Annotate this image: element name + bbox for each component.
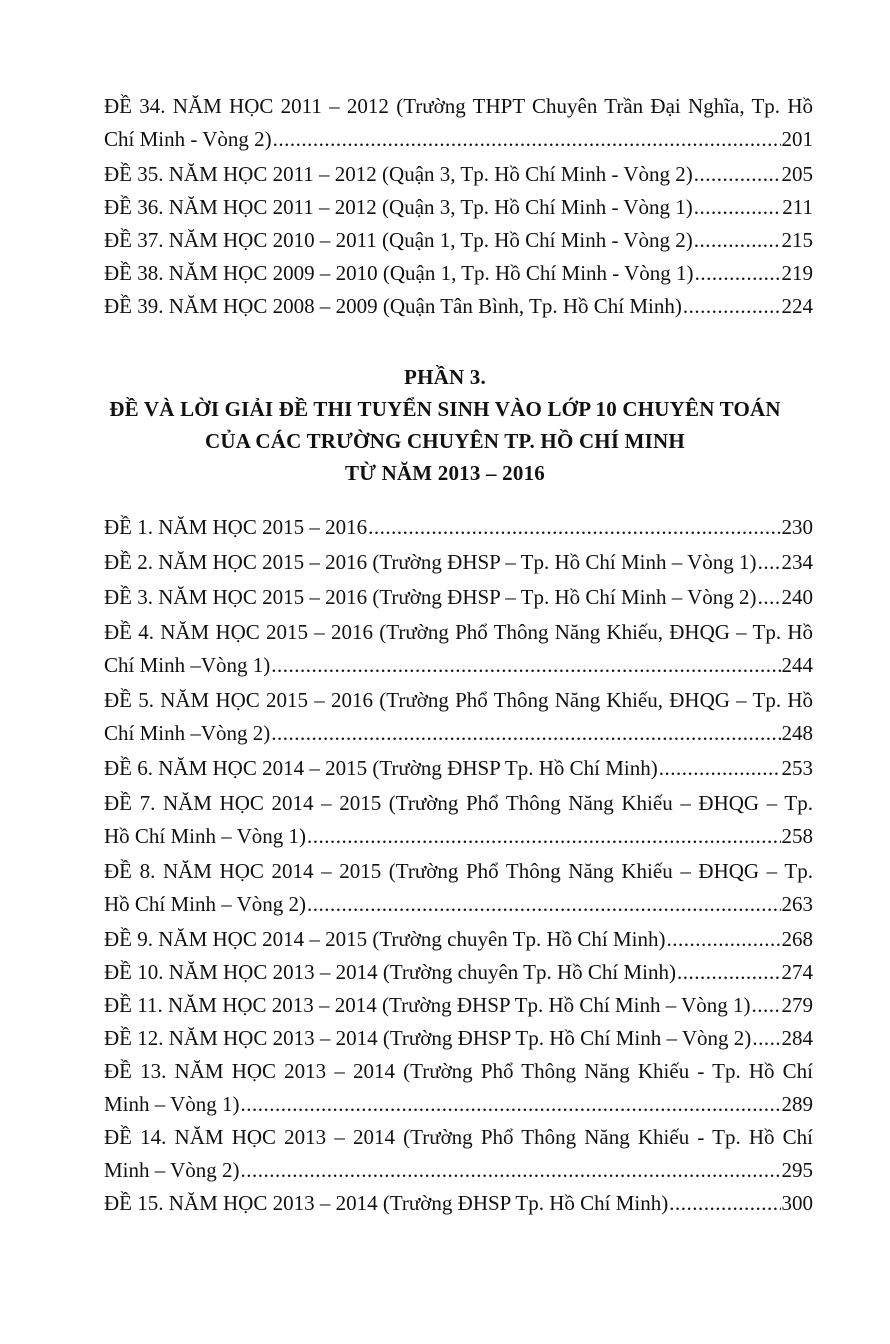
dot-leader bbox=[273, 123, 781, 156]
dot-leader bbox=[695, 257, 781, 290]
toc-entry-page-number: 219 bbox=[781, 261, 813, 285]
toc-entry-page-number: 263 bbox=[781, 892, 813, 916]
dot-leader bbox=[241, 1154, 781, 1187]
dot-leader bbox=[694, 224, 781, 257]
toc-entry-page-number: 268 bbox=[781, 927, 813, 951]
toc-entry[interactable] bbox=[104, 684, 813, 750]
toc-entry-page-number: 258 bbox=[781, 824, 813, 848]
toc-entry-title: ĐỀ 15. NĂM HỌC 2013 – 2014 (Trường ĐHSP Tp. Hồ Chí Minh) bbox=[104, 1191, 669, 1215]
dot-leader bbox=[694, 158, 781, 191]
toc-entry-title-line2: Chí Minh –Vòng 2) bbox=[104, 721, 271, 745]
dot-leader bbox=[659, 752, 781, 785]
toc-entry[interactable] bbox=[104, 956, 813, 989]
toc-entry[interactable] bbox=[104, 787, 813, 853]
toc-entry-title: ĐỀ 38. NĂM HỌC 2009 – 2010 (Quận 1, Tp. Hồ Chí Minh - Vòng 1) bbox=[104, 261, 694, 285]
toc-entry-title-line1: ĐỀ 14. NĂM HỌC 2013 – 2014 (Trường Phổ Thông Năng Khiếu - Tp. Hồ Chí bbox=[104, 1125, 813, 1149]
toc-entry-page-number: 274 bbox=[781, 960, 813, 984]
toc-entry-page-number: 211 bbox=[782, 195, 813, 219]
section-title-line3: TỪ NĂM 2013 – 2016 bbox=[345, 461, 545, 485]
dot-leader bbox=[667, 923, 781, 956]
toc-entry[interactable] bbox=[104, 224, 813, 257]
toc-entry-page-number: 234 bbox=[781, 550, 813, 574]
section-title-line1: ĐỀ VÀ LỜI GIẢI ĐỀ THI TUYỂN SINH VÀO LỚP 10 CHUYÊN TOÁN bbox=[109, 397, 781, 421]
toc-entry[interactable] bbox=[104, 752, 813, 785]
section-title-line2: CỦA CÁC TRƯỜNG CHUYÊN TP. HỒ CHÍ MINH bbox=[205, 429, 685, 453]
toc-entry[interactable] bbox=[104, 546, 813, 579]
toc-entry-title-line2: Minh – Vòng 2) bbox=[104, 1158, 240, 1182]
toc-entry[interactable] bbox=[104, 1022, 813, 1055]
section-heading bbox=[0, 361, 890, 489]
toc-entry[interactable] bbox=[104, 1187, 813, 1220]
toc-entry-title: ĐỀ 10. NĂM HỌC 2013 – 2014 (Trường chuyên Tp. Hồ Chí Minh) bbox=[104, 960, 676, 984]
toc-entry-title-line1: ĐỀ 8. NĂM HỌC 2014 – 2015 (Trường Phổ Thông Năng Khiếu – ĐHQG – Tp. bbox=[104, 859, 813, 883]
dot-leader bbox=[758, 546, 781, 579]
toc-entry[interactable] bbox=[104, 191, 813, 224]
dot-leader bbox=[271, 649, 780, 682]
toc-entry-title-line2: Minh – Vòng 1) bbox=[104, 1092, 240, 1116]
toc-entry-title: ĐỀ 36. NĂM HỌC 2011 – 2012 (Quận 3, Tp. Hồ Chí Minh - Vòng 1) bbox=[104, 195, 693, 219]
toc-entry-title: ĐỀ 11. NĂM HỌC 2013 – 2014 (Trường ĐHSP Tp. Hồ Chí Minh – Vòng 1) bbox=[104, 993, 751, 1017]
toc-entry[interactable] bbox=[104, 257, 813, 290]
toc-entry-page-number: 295 bbox=[781, 1158, 813, 1182]
toc-entry-title-line1: ĐỀ 13. NĂM HỌC 2013 – 2014 (Trường Phổ Thông Năng Khiếu - Tp. Hồ Chí bbox=[104, 1059, 813, 1083]
dot-leader bbox=[368, 511, 780, 544]
dot-leader bbox=[694, 191, 781, 224]
dot-leader bbox=[307, 820, 780, 853]
toc-entry-page-number: 284 bbox=[781, 1026, 813, 1050]
toc-entry-title: ĐỀ 6. NĂM HỌC 2014 – 2015 (Trường ĐHSP Tp. Hồ Chí Minh) bbox=[104, 756, 658, 780]
toc-list-bottom bbox=[104, 511, 813, 1220]
dot-leader bbox=[683, 290, 781, 323]
dot-leader bbox=[752, 1022, 780, 1055]
toc-entry-page-number: 248 bbox=[781, 721, 813, 745]
toc-entry-title: ĐỀ 9. NĂM HỌC 2014 – 2015 (Trường chuyên Tp. Hồ Chí Minh) bbox=[104, 927, 666, 951]
toc-entry-page-number: 205 bbox=[781, 162, 813, 186]
toc-entry-page-number: 224 bbox=[781, 294, 813, 318]
toc-entry-title-line1: ĐỀ 34. NĂM HỌC 2011 – 2012 (Trường THPT Chuyên Trần Đại Nghĩa, Tp. Hồ bbox=[104, 94, 813, 118]
toc-entry[interactable] bbox=[104, 616, 813, 682]
toc-entry[interactable] bbox=[104, 923, 813, 956]
toc-entry[interactable] bbox=[104, 290, 813, 323]
dot-leader bbox=[307, 888, 780, 921]
toc-entry-title: ĐỀ 35. NĂM HỌC 2011 – 2012 (Quận 3, Tp. Hồ Chí Minh - Vòng 2) bbox=[104, 162, 693, 186]
toc-entry-title: ĐỀ 12. NĂM HỌC 2013 – 2014 (Trường ĐHSP Tp. Hồ Chí Minh – Vòng 2) bbox=[104, 1026, 752, 1050]
toc-entry-title: ĐỀ 37. NĂM HỌC 2010 – 2011 (Quận 1, Tp. Hồ Chí Minh - Vòng 2) bbox=[104, 228, 693, 252]
dot-leader bbox=[669, 1187, 780, 1220]
toc-entry[interactable] bbox=[104, 158, 813, 191]
toc-entry-page-number: 289 bbox=[781, 1092, 813, 1116]
dot-leader bbox=[241, 1088, 781, 1121]
toc-entry-title: ĐỀ 39. NĂM HỌC 2008 – 2009 (Quận Tân Bình, Tp. Hồ Chí Minh) bbox=[104, 294, 682, 318]
dot-leader bbox=[752, 989, 781, 1022]
toc-entry-title-line2: Chí Minh –Vòng 1) bbox=[104, 653, 271, 677]
toc-entry-page-number: 253 bbox=[781, 756, 813, 780]
toc-entry-title-line2: Hồ Chí Minh – Vòng 1) bbox=[104, 824, 307, 848]
toc-entry-title: ĐỀ 2. NĂM HỌC 2015 – 2016 (Trường ĐHSP – Tp. Hồ Chí Minh – Vòng 1) bbox=[104, 550, 757, 574]
dot-leader bbox=[758, 581, 781, 614]
toc-entry-title: ĐỀ 3. NĂM HỌC 2015 – 2016 (Trường ĐHSP – Tp. Hồ Chí Minh – Vòng 2) bbox=[104, 585, 757, 609]
toc-entry-title: ĐỀ 1. NĂM HỌC 2015 – 2016 bbox=[104, 515, 368, 539]
toc-entry-page-number: 300 bbox=[781, 1191, 813, 1215]
toc-entry[interactable] bbox=[104, 90, 813, 156]
toc-entry-page-number: 279 bbox=[781, 993, 813, 1017]
toc-entry-page-number: 244 bbox=[781, 653, 813, 677]
toc-entry[interactable] bbox=[104, 581, 813, 614]
toc-entry[interactable] bbox=[104, 989, 813, 1022]
toc-entry[interactable] bbox=[104, 1055, 813, 1121]
toc-entry-title-line2: Hồ Chí Minh – Vòng 2) bbox=[104, 892, 307, 916]
toc-entry-page-number: 201 bbox=[781, 127, 813, 151]
toc-entry-page-number: 215 bbox=[781, 228, 813, 252]
toc-list-top bbox=[104, 90, 813, 323]
toc-entry[interactable] bbox=[104, 855, 813, 921]
toc-entry-page-number: 240 bbox=[781, 585, 813, 609]
toc-entry-title-line1: ĐỀ 5. NĂM HỌC 2015 – 2016 (Trường Phổ Thông Năng Khiếu, ĐHQG – Tp. Hồ bbox=[104, 688, 813, 712]
toc-entry[interactable] bbox=[104, 511, 813, 544]
toc-entry-page-number: 230 bbox=[781, 515, 813, 539]
toc-entry[interactable] bbox=[104, 1121, 813, 1187]
dot-leader bbox=[271, 717, 780, 750]
toc-entry-title-line2: Chí Minh - Vòng 2) bbox=[104, 127, 272, 151]
section-part-label: PHẦN 3. bbox=[404, 365, 486, 389]
toc-entry-title-line1: ĐỀ 4. NĂM HỌC 2015 – 2016 (Trường Phổ Thông Năng Khiếu, ĐHQG – Tp. Hồ bbox=[104, 620, 813, 644]
dot-leader bbox=[677, 956, 781, 989]
toc-entry-title-line1: ĐỀ 7. NĂM HỌC 2014 – 2015 (Trường Phổ Thông Năng Khiếu – ĐHQG – Tp. bbox=[104, 791, 813, 815]
